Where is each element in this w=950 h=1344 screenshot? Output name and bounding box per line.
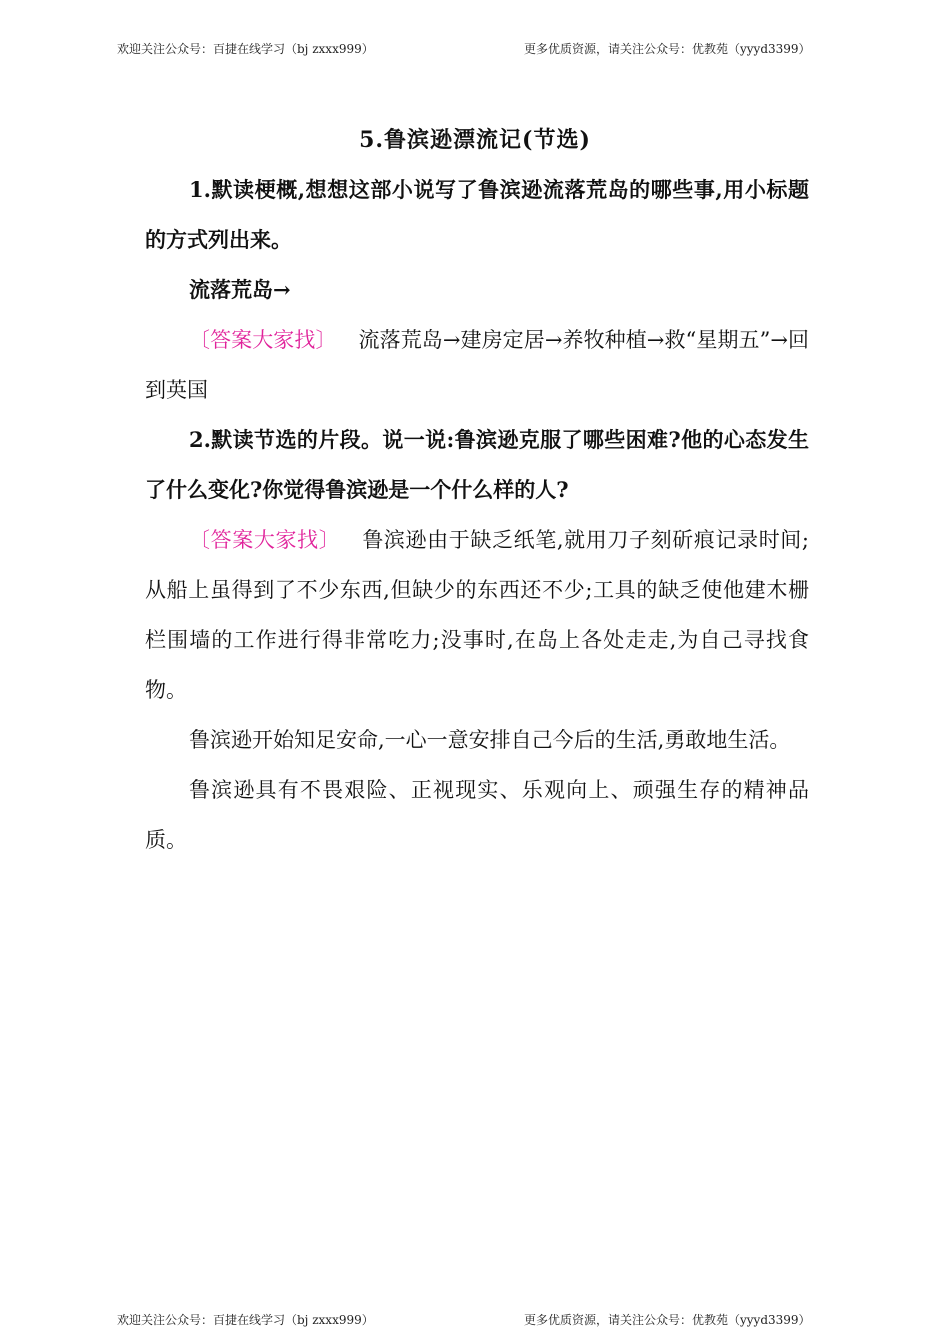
header-right-text: 更多优质资源，请关注公众号：优教苑（yyyd3399） <box>524 42 811 56</box>
answer-tag: 〔答案大家找〕 <box>189 328 337 352</box>
answer-tag: 〔答案大家找〕 <box>189 528 341 552</box>
footer-right-text: 更多优质资源，请关注公众号：优教苑（yyyd3399） <box>524 1313 811 1327</box>
answer-1-text: 流落荒岛→建房定居→养牧种植→救“星期五”→回到英国 <box>145 328 810 402</box>
page-title: 5.鲁滨逊漂流记(节选) <box>359 127 591 153</box>
answer-2-paragraph-3: 鲁滨逊具有不畏艰险、正视现实、乐观向上、顽强生存的精神品质。 <box>145 778 809 852</box>
header-left-text: 欢迎关注公众号：百捷在线学习（bj zxxx999） <box>117 42 374 56</box>
answer-1-paragraph <box>145 315 809 415</box>
answer-2-paragraph-1 <box>145 515 809 715</box>
document-body <box>145 165 809 865</box>
question-2: 2.默读节选的片段。说一说:鲁滨逊克服了哪些困难?他的心态发生了什么变化?你觉得鲁滨逊是一个什么样的人? <box>145 427 809 502</box>
answer-2-text-1: 鲁滨逊由于缺乏纸笔,就用刀子刻斫痕记录时间;从船上虽得到了不少东西,但缺少的东西还不少;工具的缺乏使他建木栅栏围墙的工作进行得非常吃力;没事时,在岛上各处走走,为自己寻找食物。 <box>145 528 809 702</box>
question-1: 1.默读梗概,想想这部小说写了鲁滨逊流落荒岛的哪些事,用小标题的方式列出来。 <box>145 177 809 252</box>
footer-left-text: 欢迎关注公众号：百捷在线学习（bj zxxx999） <box>117 1313 374 1327</box>
question-1-prompt: 流落荒岛→ <box>189 277 291 302</box>
answer-2-paragraph-2: 鲁滨逊开始知足安命,一心一意安排自己今后的生活,勇敢地生活。 <box>189 728 791 752</box>
